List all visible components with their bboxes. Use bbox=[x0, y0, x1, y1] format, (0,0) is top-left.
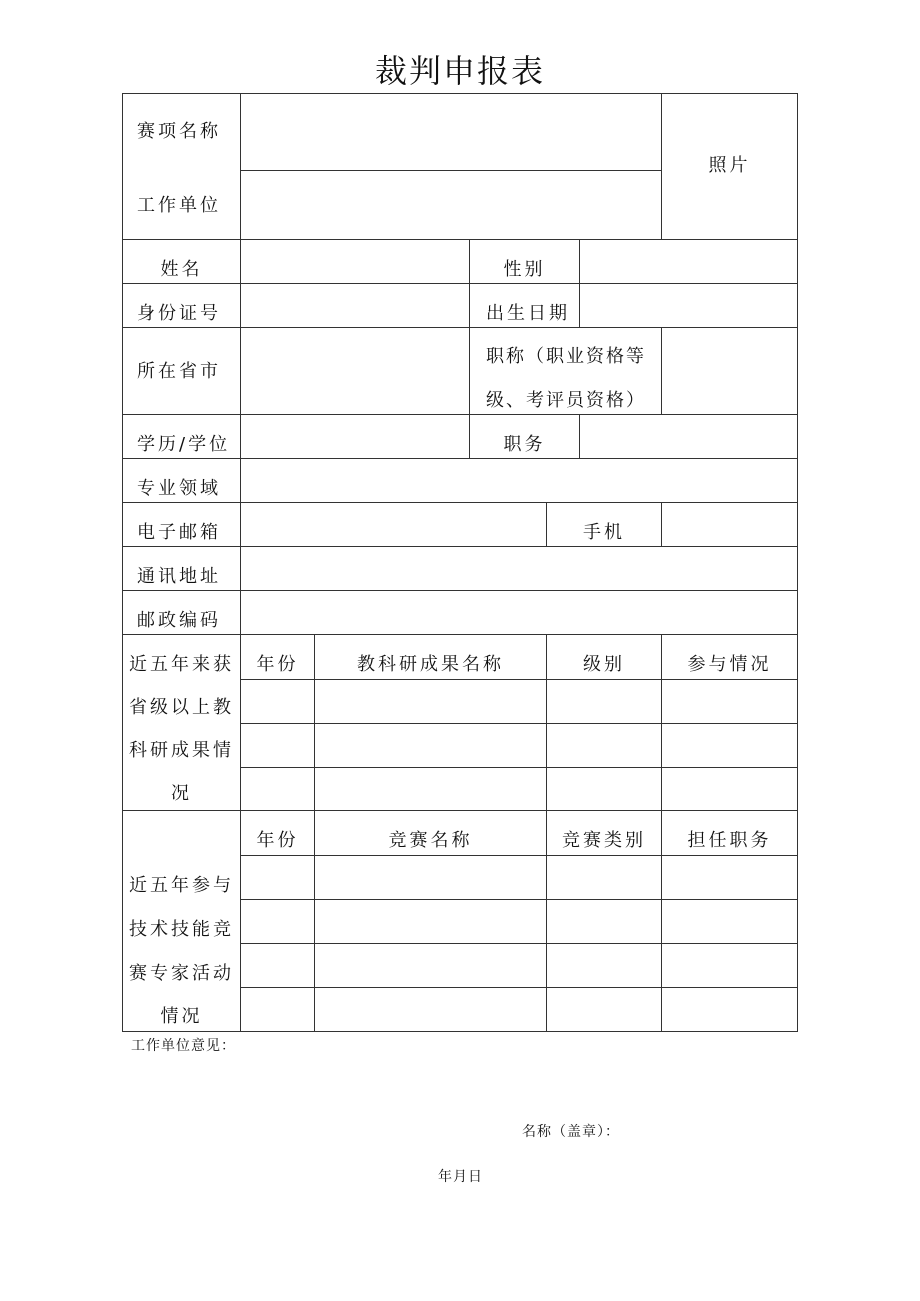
label-specialty: 专业领域 bbox=[137, 478, 221, 499]
work-unit-field[interactable] bbox=[241, 171, 661, 239]
label-email: 电子邮箱 bbox=[137, 522, 221, 543]
education-field[interactable] bbox=[241, 415, 469, 458]
email-field[interactable] bbox=[241, 503, 546, 546]
photo-box-label: 照片 bbox=[708, 155, 751, 176]
specialty-field[interactable] bbox=[241, 459, 797, 502]
competition-row[interactable] bbox=[241, 988, 797, 1031]
competition-label-line: 情况 bbox=[160, 1006, 203, 1027]
research-row[interactable] bbox=[241, 724, 797, 767]
competition-row[interactable] bbox=[241, 944, 797, 987]
name-field[interactable] bbox=[241, 240, 469, 283]
label-education: 学历/学位 bbox=[137, 434, 231, 455]
competition-header-role: 担任职务 bbox=[687, 830, 772, 851]
work-unit-opinion-label: 工作单位意见： bbox=[131, 1038, 236, 1054]
position-field[interactable] bbox=[580, 415, 797, 458]
research-row[interactable] bbox=[241, 680, 797, 723]
photo-field[interactable] bbox=[662, 94, 797, 239]
research-label-line: 况 bbox=[171, 783, 192, 804]
research-header-participation: 参与情况 bbox=[687, 654, 772, 675]
label-professional-title-1: 职称（职业资格等 bbox=[486, 346, 646, 367]
date-label: 年月日 bbox=[438, 1169, 483, 1185]
professional-title-field[interactable] bbox=[662, 328, 797, 414]
stamp-label: 名称（盖章）： bbox=[522, 1124, 620, 1140]
competition-header-name: 竞赛名称 bbox=[388, 830, 473, 851]
label-gender: 性别 bbox=[503, 259, 546, 280]
research-label-line: 科研成果情 bbox=[129, 740, 234, 761]
research-label-line: 省级以上教 bbox=[129, 697, 234, 718]
gender-field[interactable] bbox=[580, 240, 797, 283]
birth-date-field[interactable] bbox=[580, 284, 797, 327]
page-title: 裁判申报表 bbox=[374, 52, 545, 90]
competition-row[interactable] bbox=[241, 900, 797, 943]
competition-label-line: 赛专家活动 bbox=[129, 963, 234, 984]
label-position: 职务 bbox=[503, 434, 546, 455]
id-number-field[interactable] bbox=[241, 284, 469, 327]
label-id-number: 身份证号 bbox=[137, 303, 221, 324]
label-province-city: 所在省市 bbox=[137, 361, 221, 382]
province-city-field[interactable] bbox=[241, 328, 469, 414]
competition-header-category: 竞赛类别 bbox=[562, 830, 646, 851]
label-birth-date: 出生日期 bbox=[486, 303, 570, 324]
label-name: 姓名 bbox=[160, 259, 203, 280]
research-label-line: 近五年来获 bbox=[129, 654, 234, 675]
label-postcode: 邮政编码 bbox=[137, 610, 221, 631]
postcode-field[interactable] bbox=[241, 591, 797, 634]
competition-label-line: 近五年参与 bbox=[129, 875, 234, 896]
competition-header-year: 年份 bbox=[256, 830, 299, 851]
competition-row[interactable] bbox=[241, 856, 797, 899]
label-address: 通讯地址 bbox=[137, 566, 221, 587]
label-phone: 手机 bbox=[583, 522, 625, 543]
label-event-name: 赛项名称 bbox=[137, 121, 221, 142]
phone-field[interactable] bbox=[662, 503, 797, 546]
label-work-unit: 工作单位 bbox=[137, 195, 221, 216]
research-header-name: 教科研成果名称 bbox=[357, 654, 504, 675]
competition-label-line: 技术技能竞 bbox=[129, 919, 234, 940]
research-row[interactable] bbox=[241, 768, 797, 810]
research-header-year: 年份 bbox=[256, 654, 299, 675]
research-header-level: 级别 bbox=[583, 654, 625, 675]
label-professional-title-2: 级、考评员资格） bbox=[486, 390, 646, 411]
address-field[interactable] bbox=[241, 547, 797, 590]
event-name-field[interactable] bbox=[241, 94, 661, 170]
